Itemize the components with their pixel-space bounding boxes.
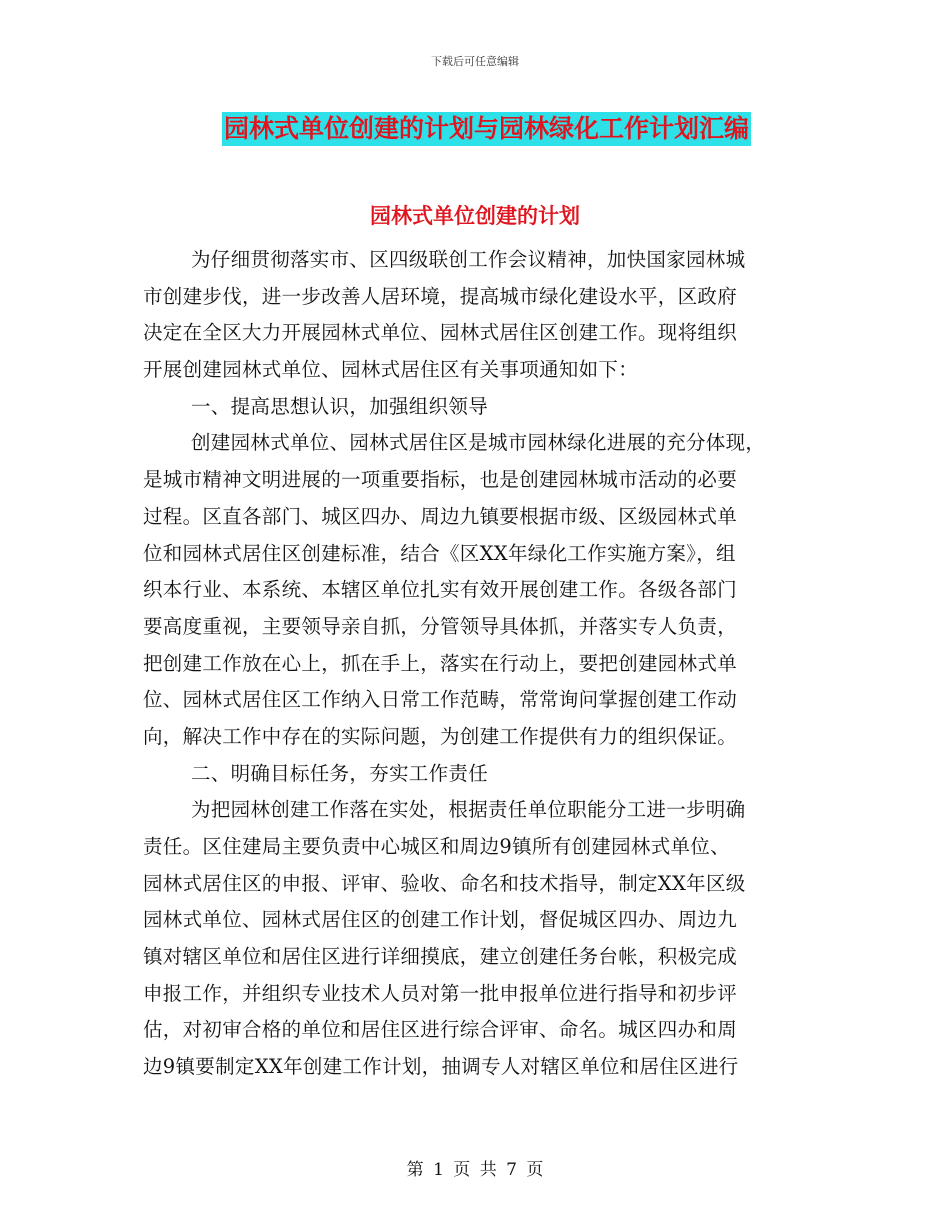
paragraph-line: 位和园林式居住区创建标准，结合《区XX年绿化工作实施方案》，组 [143,541,736,565]
paragraph-line: 园林式单位、园林式居住区的创建工作计划，督促城区四办、周边九 [143,908,738,932]
paragraph-line: 要高度重视，主要领导亲自抓，分管领导具体抓，并落实专人负责， [143,614,738,638]
page-footer: 第 1 页 共 7 页 [406,1160,544,1180]
paragraph-line: 创建园林式单位、园林式居住区是城市园林绿化进展的充分体现， [191,431,766,455]
paragraph-line: 责任。区住建局主要负责中心城区和周边9镇所有创建园林式单位、 [143,835,730,858]
paragraph-line: 为仔细贯彻落实市、区四级联创工作会议精神，加快国家园林城 [191,248,746,271]
paragraph-line: 为把园林创建工作落在实处，根据责任单位职能分工进一步明确 [191,798,746,822]
paragraph-line: 申报工作，并组织专业技术人员对第一批申报单位进行指导和初步评 [143,981,738,1005]
paragraph-line: 向，解决工作中存在的实际问题，为创建工作提供有力的组织保证。 [143,724,738,748]
paragraph-line: 是城市精神文明进展的一项重要指标，也是创建园林城市活动的必要 [143,468,738,492]
body-text [143,242,813,1086]
paragraph-line: 开展创建园林式单位、园林式居住区有关事项通知如下： [143,358,639,382]
paragraph-line: 过程。区直各部门、城区四办、周边九镇要根据市级、区级园林式单 [143,504,738,528]
heading-line: 二、明确目标任务，夯实工作责任 [191,761,489,785]
page-header-note: 下载后可任意编辑 [431,55,519,68]
paragraph-line: 位、园林式居住区工作纳入日常工作范畴，常常询问掌握创建工作动 [143,688,738,712]
paragraph-line: 镇对辖区单位和居住区进行详细摸底，建立创建任务台帐，积极完成 [143,945,738,969]
paragraph-line: 织本行业、本系统、本辖区单位扎实有效开展创建工作。各级各部门 [143,578,738,602]
paragraph-line: 市创建步伐，进一步改善人居环境，提高城市绿化建设水平，区政府 [143,284,738,308]
paragraph-line: 决定在全区大力开展园林式单位、园林式居住区创建工作。现将组织 [143,321,738,345]
paragraph-line: 估，对初审合格的单位和居住区进行综合评审、命名。城区四办和周 [143,1018,738,1042]
document-title: 园林式单位创建的计划与园林绿化工作计划汇编 [222,112,751,146]
paragraph-line: 园林式居住区的申报、评审、验收、命名和技术指导，制定XX年区级 [143,871,746,895]
paragraph-line: 把创建工作放在心上，抓在手上，落实在行动上，要把创建园林式单 [143,651,738,675]
heading-line: 一、提高思想认识，加强组织领导 [191,394,489,418]
paragraph-line: 边9镇要制定XX年创建工作计划，抽调专人对辖区单位和居住区进行 [143,1055,739,1079]
section-title: 园林式单位创建的计划 [370,204,580,228]
